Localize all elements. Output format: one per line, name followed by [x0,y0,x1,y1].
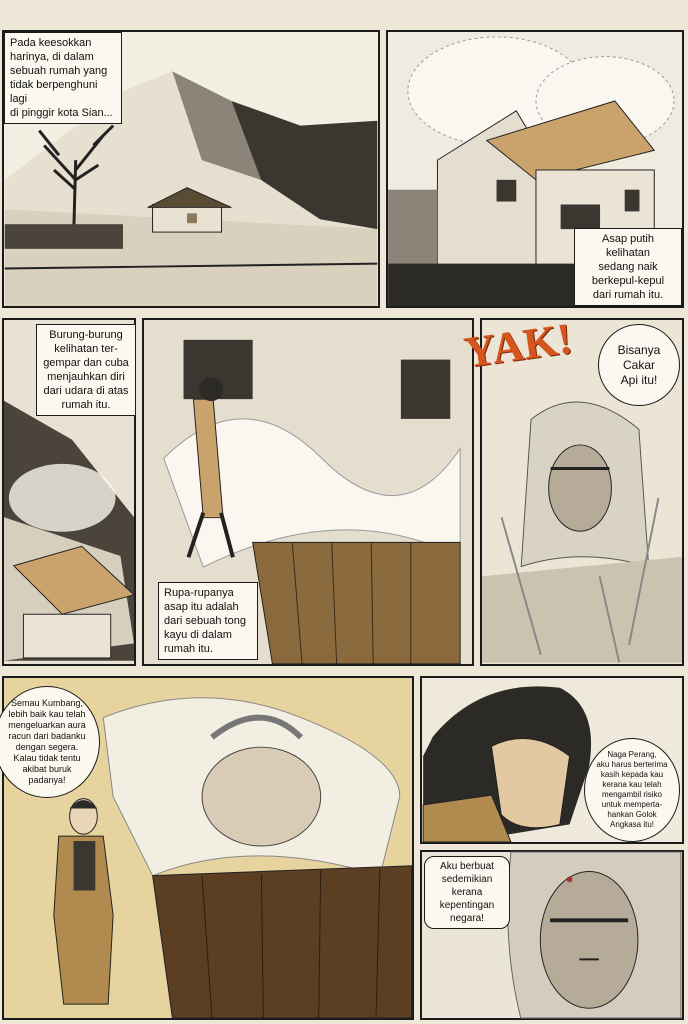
panel-7-young-man [420,676,684,844]
panel-8-pale-man [420,850,684,1020]
panel-1-landscape [2,30,380,308]
panel-3-birds [2,318,136,666]
panel-2-smoking-house [386,30,684,308]
panel-4-wooden-tub [142,318,474,666]
panel-6-smoke-scene [2,676,414,1020]
balloon-panel-5: Bisanya Cakar Api itu! [598,324,680,406]
caption-panel-2: Asap putih kelihatan sedang naik berkepul-kepul dari rumah itu. [574,228,682,306]
caption-panel-1: Pada keesokkan harinya, di dalam sebuah rumah yang tidak berpenghuni lagi di pinggir kota Sian... [4,32,122,124]
caption-panel-4: Rupa-rupanya asap itu adalah dari sebuah tong kayu di dalam rumah itu. [158,582,258,660]
caption-panel-3: Burung-burung kelihatan ter- gempar dan cuba menjauhkan diri dari udara di atas rumah itu. [36,324,136,416]
balloon-panel-8: Aku berbuat sedemikian kerana kepentingan negara! [424,856,510,929]
sfx-yak: YAK! [461,313,576,378]
balloon-panel-7: Naga Perang, aku harus berterima kasih kepada kau kerana kau telah mengambil risiko untuk memperta- hankan Golok Angkasa itu! [584,738,680,842]
panel-5-yak [461,313,684,666]
balloon-panel-6: Semau Kumbang, lebih baik kau telah mengeluarkan aura racun dari badanku dengan segera. Kalau tidak tentu akibat buruk padanya! [0,686,100,798]
